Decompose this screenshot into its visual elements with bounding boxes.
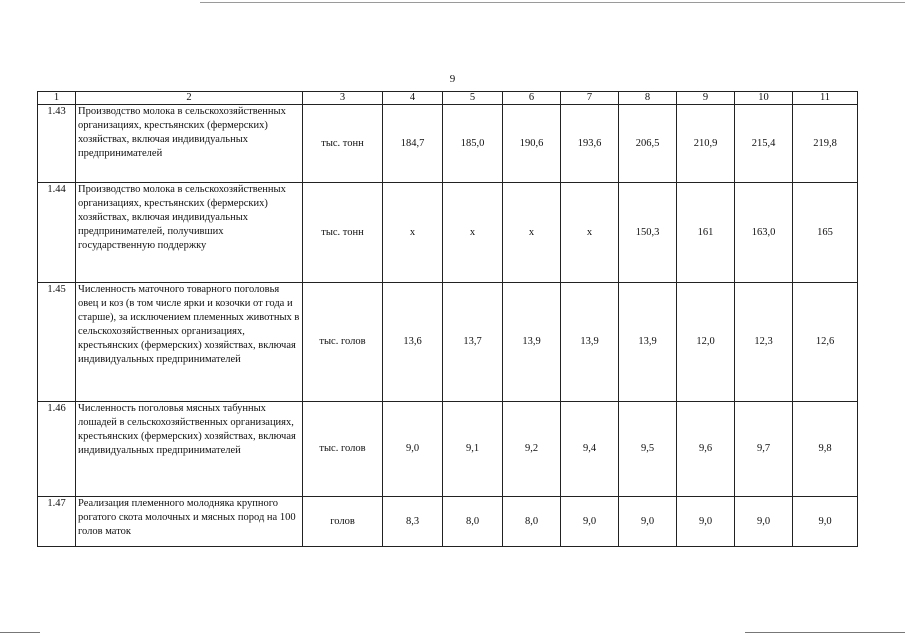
indicator-name: Производство молока в сельскохозяйственных организациях, крестьянских (фермерских) хозяйствах, включая индивидуальных предпринимателей: [76, 105, 303, 183]
scan-edge-line: [0, 632, 40, 633]
indicators-table: [37, 91, 858, 547]
header-row: [38, 92, 858, 105]
value-cell: 12,3: [735, 283, 793, 402]
row-number: 1.45: [38, 283, 76, 402]
unit-cell: голов: [303, 497, 383, 547]
value-cell: 9,4: [561, 402, 619, 497]
column-header: 8: [619, 92, 677, 105]
value-cell: 161: [677, 183, 735, 283]
value-cell: 13,9: [619, 283, 677, 402]
value-cell: 9,0: [383, 402, 443, 497]
value-cell: х: [503, 183, 561, 283]
value-cell: 185,0: [443, 105, 503, 183]
value-cell: 12,0: [677, 283, 735, 402]
indicator-name: Реализация племенного молодняка крупного рогатого скота молочных и мясных пород на 100 голов маток: [76, 497, 303, 547]
column-header: 10: [735, 92, 793, 105]
column-header: 3: [303, 92, 383, 105]
value-cell: 9,0: [677, 497, 735, 547]
value-cell: 210,9: [677, 105, 735, 183]
value-cell: 9,6: [677, 402, 735, 497]
value-cell: 193,6: [561, 105, 619, 183]
table-row: [38, 183, 858, 283]
value-cell: 219,8: [793, 105, 858, 183]
value-cell: 163,0: [735, 183, 793, 283]
value-cell: 9,5: [619, 402, 677, 497]
value-cell: 9,0: [793, 497, 858, 547]
value-cell: 9,1: [443, 402, 503, 497]
column-header: 6: [503, 92, 561, 105]
scan-edge-line: [200, 2, 905, 3]
unit-cell: тыс. голов: [303, 402, 383, 497]
unit-cell: тыс. тонн: [303, 183, 383, 283]
column-header: 1: [38, 92, 76, 105]
row-number: 1.43: [38, 105, 76, 183]
column-header: 7: [561, 92, 619, 105]
value-cell: 215,4: [735, 105, 793, 183]
indicator-name: Численность маточного товарного поголовья овец и коз (в том числе ярки и козочки от года и старше), за исключением племенных животных в сельскохозяйственных организациях, крестьянских (фермерских) хозяйствах, включая индивидуальных предпринимателей: [76, 283, 303, 402]
value-cell: 8,0: [503, 497, 561, 547]
column-header: 4: [383, 92, 443, 105]
value-cell: 9,0: [619, 497, 677, 547]
value-cell: 190,6: [503, 105, 561, 183]
column-header: 5: [443, 92, 503, 105]
scan-edge-line: [745, 632, 905, 633]
table-row: [38, 497, 858, 547]
table-row: [38, 402, 858, 497]
value-cell: 165: [793, 183, 858, 283]
value-cell: 13,6: [383, 283, 443, 402]
value-cell: 9,8: [793, 402, 858, 497]
indicator-name: Производство молока в сельскохозяйственных организациях, крестьянских (фермерских) хозяйствах, включая индивидуальных предпринимателей, получивших государственную поддержку: [76, 183, 303, 283]
unit-cell: тыс. голов: [303, 283, 383, 402]
value-cell: 9,0: [735, 497, 793, 547]
value-cell: 13,9: [503, 283, 561, 402]
column-header: 2: [76, 92, 303, 105]
value-cell: 13,7: [443, 283, 503, 402]
value-cell: 9,7: [735, 402, 793, 497]
value-cell: 12,6: [793, 283, 858, 402]
value-cell: 8,0: [443, 497, 503, 547]
column-header: 9: [677, 92, 735, 105]
unit-cell: тыс. тонн: [303, 105, 383, 183]
column-header: 11: [793, 92, 858, 105]
table-row: [38, 105, 858, 183]
table-row: [38, 283, 858, 402]
page-number: 9: [449, 73, 456, 85]
row-number: 1.47: [38, 497, 76, 547]
value-cell: 13,9: [561, 283, 619, 402]
value-cell: 9,2: [503, 402, 561, 497]
value-cell: 9,0: [561, 497, 619, 547]
value-cell: х: [561, 183, 619, 283]
value-cell: х: [383, 183, 443, 283]
value-cell: 8,3: [383, 497, 443, 547]
value-cell: х: [443, 183, 503, 283]
value-cell: 184,7: [383, 105, 443, 183]
row-number: 1.44: [38, 183, 76, 283]
value-cell: 150,3: [619, 183, 677, 283]
value-cell: 206,5: [619, 105, 677, 183]
row-number: 1.46: [38, 402, 76, 497]
indicator-name: Численность поголовья мясных табунных лошадей в сельскохозяйственных организациях, крестьянских (фермерских) хозяйствах, включая индивидуальных предпринимателей: [76, 402, 303, 497]
